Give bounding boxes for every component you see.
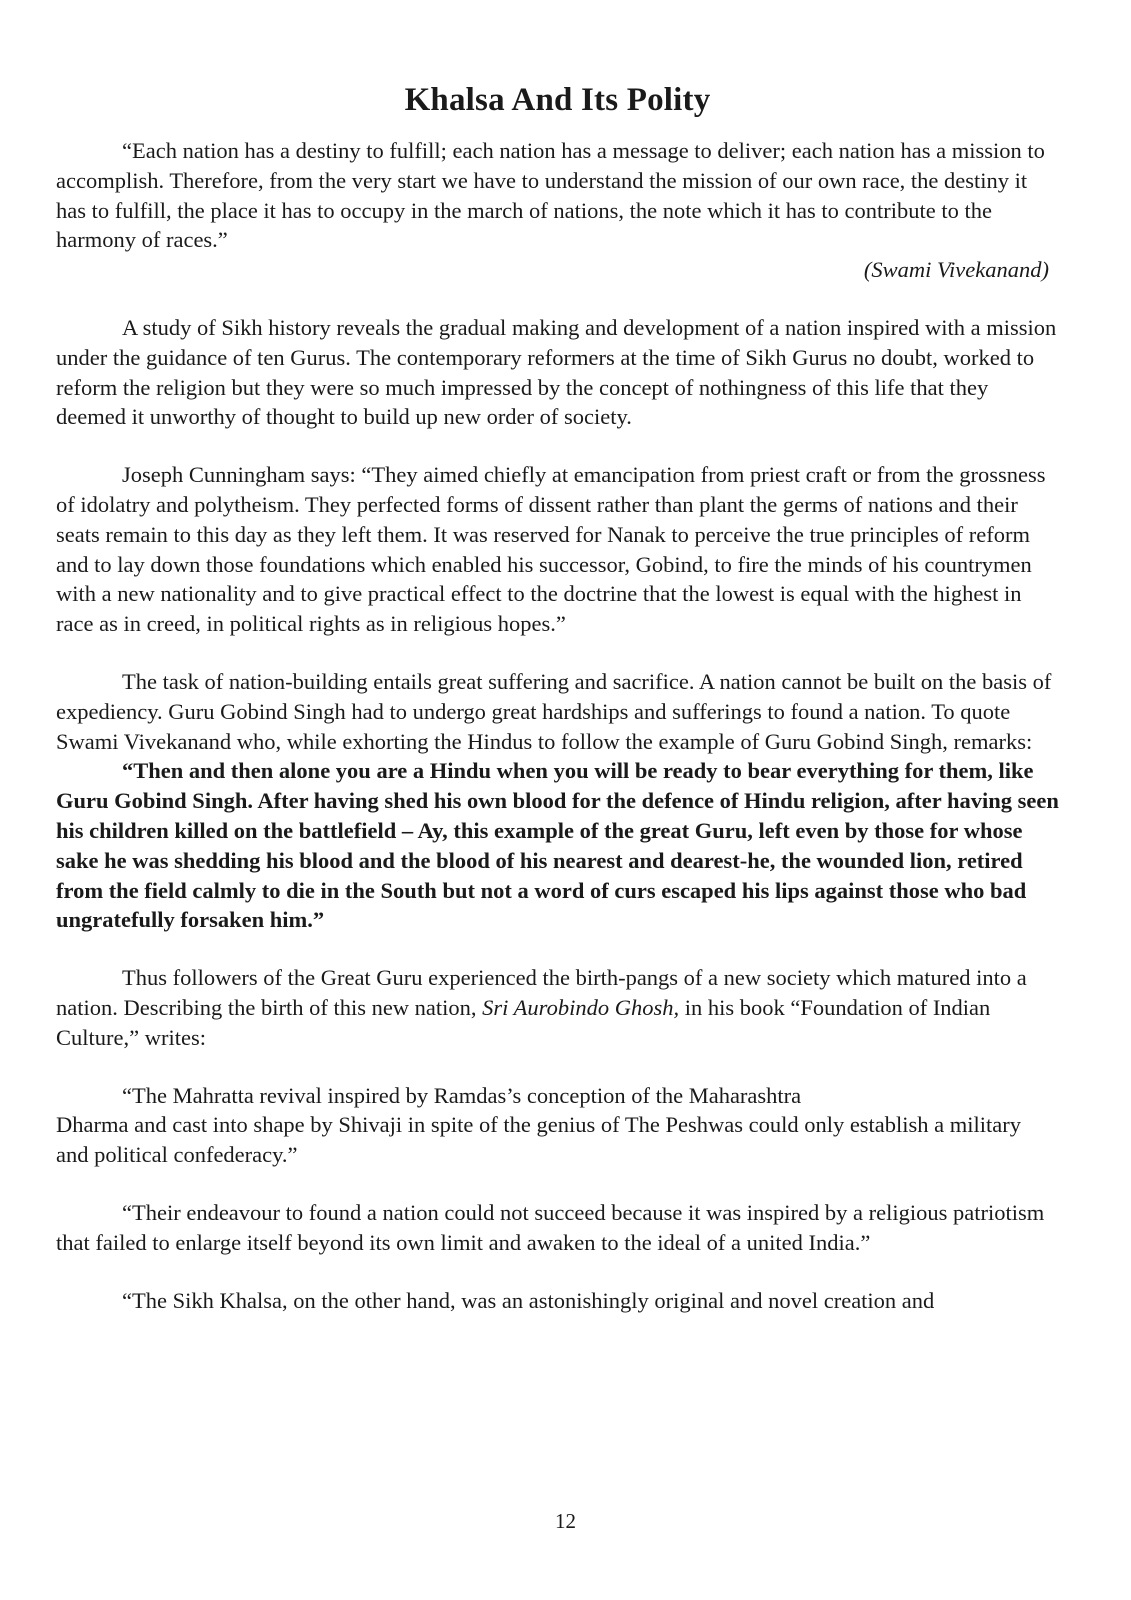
page-title: Khalsa And Its Polity	[404, 82, 711, 118]
nation-building-paragraph: The task of nation-building entails great suffering and sacrifice. A nation cannot be built on the basis of expediency. Guru Gobind Singh had to undergo great hardships and sufferings to found a nation. To quote Swami Vivekanand who, while exhorting the Hindus to follow the example of Guru Gobind Singh, remarks:	[56, 668, 1052, 754]
mahratta-line-2: Dharma and cast into shape by Shivaji in spite of the genius of The Peshwas could only establish a military and political confederacy.”	[56, 1112, 1022, 1168]
mahratta-paragraph	[56, 1081, 1059, 1170]
bold-vivekanand-quote: “Then and then alone you are a Hindu when you will be ready to bear everything for them, like Guru Gobind Singh. After having shed his own blood for the defence of Hindu religion, after having seen his children killed on the battlefield – Ay, this example of the great Guru, left even by those for whose sake he was shedding his blood and the blood of his nearest and dearest-he, the wounded lion, retired from the field calmly to die in the South but not a word of curs escaped his lips against those who bad ungratefully forsaken him.”	[56, 758, 1059, 933]
aurobindo-paragraph-start: Thus followers of the Great Guru experienced the birth-pangs of a new society which matured into a nation. Describing the birth of this new nation,	[56, 965, 1027, 1020]
aurobindo-paragraph	[56, 963, 1059, 1052]
mahratta-line-1: “The Mahratta revival inspired by Ramdas’s conception of the Maharashtra	[122, 1082, 802, 1108]
aurobindo-author: Sri Aurobindo Ghosh,	[482, 994, 680, 1020]
attribution-open-paren: (	[863, 257, 872, 283]
page-number: 12	[555, 1509, 576, 1533]
attribution-close-paren: )	[1041, 257, 1049, 283]
endeavour-paragraph: “Their endeavour to found a nation could not succeed because it was inspired by a religious patriotism that failed to enlarge itself beyond its own limit and awaken to the ideal of a united India.”	[56, 1199, 1045, 1255]
cunningham-paragraph: Joseph Cunningham says: “They aimed chiefly at emancipation from priest craft or from the grossness of idolatry and polytheism. They perfected forms of dissent rather than plant the germs of nations and their seats remain to this day as they left them. It was reserved for Nanak to perceive the true principles of reform and to lay down those foundations which enabled his successor, Gobind, to fire the minds of his countrymen with a new nationality and to give practical effect to the doctrine that the lowest is equal with the highest in race as in creed, in political rights as in religious hopes.”	[56, 462, 1046, 637]
quote-attribution	[56, 255, 1059, 285]
vivekanand-quote-paragraph: “Each nation has a destiny to fulfill; each nation has a message to deliver; each nation has a mission to accomplish. Therefore, from the very start we have to understand the mission of our own race, the destiny it has to fulfill, the place it has to occupy in the march of nations, the note which it has to contribute to the harmony of races.”	[56, 138, 1045, 253]
sikh-khalsa-paragraph: “The Sikh Khalsa, on the other hand, was an astonishingly original and novel creation and	[122, 1287, 935, 1313]
aurobindo-paragraph-end: in his book “Foundation of Indian Culture,” writes:	[56, 994, 991, 1050]
attribution-name: Swami Vivekanand	[871, 257, 1042, 283]
sikh-history-paragraph: A study of Sikh history reveals the gradual making and development of a nation inspired with a mission under the guidance of ten Gurus. The contemporary reformers at the time of Sikh Gurus no doubt, worked to reform the religion but they were so much impressed by the concept of nothingness of this life that they deemed it unworthy of thought to build up new order of society.	[56, 314, 1057, 430]
